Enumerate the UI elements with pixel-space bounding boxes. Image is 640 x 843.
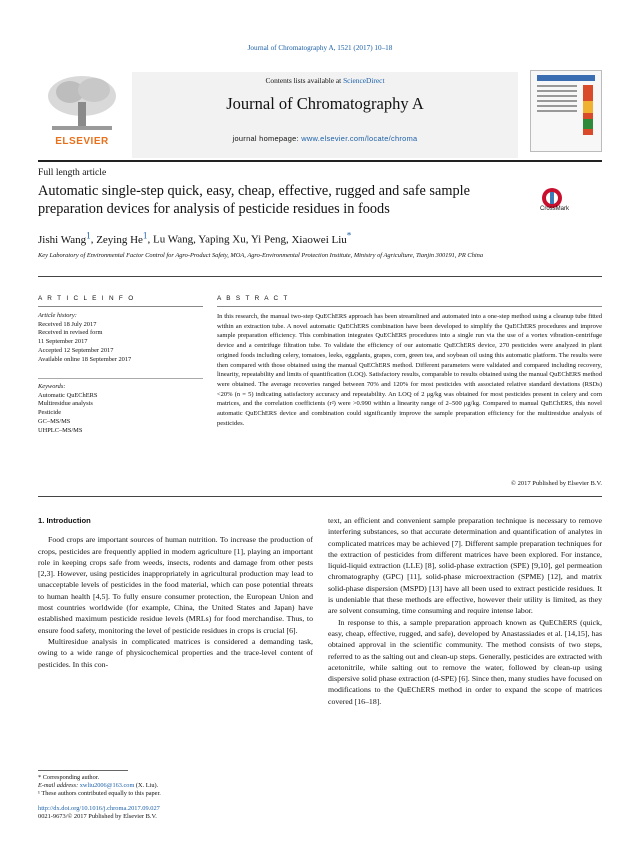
crossmark-label: CrossMark xyxy=(540,206,570,212)
journal-cover-thumbnail[interactable] xyxy=(530,70,602,152)
article-title: Automatic single-step quick, easy, cheap, effective, rugged and safe sample preparation devices for analysis of pesticide residues in foods xyxy=(38,183,470,217)
abstract-heading: A B S T R A C T xyxy=(217,295,290,302)
abstract-rule xyxy=(217,306,602,307)
author[interactable]: Jishi Wang$^1$ xyxy=(38,230,91,246)
author-list: Jishi Wang$^1$, Zeying He$^1$, Lu Wang, Yaping Xu, Yi Peng, Xiaowei Liu* xyxy=(38,230,352,246)
journal-homepage xyxy=(132,134,518,143)
article-info-heading: A R T I C L E I N F O xyxy=(38,295,135,302)
masthead-rule xyxy=(38,160,602,162)
author[interactable]: Yi Peng xyxy=(250,233,286,246)
contents-line xyxy=(132,76,518,85)
elsevier-tree-logo xyxy=(38,72,126,144)
body-rule xyxy=(38,496,602,497)
crossmark-badge[interactable] xyxy=(540,186,600,225)
paragraph: In response to this, a sample preparation approach known as QuEChERS (quick, easy, cheap, effective, rugged, and safe), developed by Anastassiades et al. [14,15], has obtained approval in the scientific community. The method consists of two steps, referred to as the salting out and clean-up steps. Generally, pesticides are extracted with acetonitrile, while salting out to remove the water, followed by clean-up using dispersive solid phase extraction (d-SPE) [6]. Since then, many studies have focused on modifications to the QuEChERS method in order to expand the scope of matrices covered [16–18]. xyxy=(328,617,602,706)
keyword: Pesticide xyxy=(38,409,62,417)
elsevier-wordmark: ELSEVIER xyxy=(55,136,109,147)
keywords xyxy=(38,383,203,435)
issn-line: 0021-9673/© 2017 Published by Elsevier B.V. xyxy=(38,813,157,821)
doi-block xyxy=(38,805,313,822)
history-item: Received 18 July 2017 xyxy=(38,320,97,328)
article-info-rule xyxy=(38,306,203,307)
author[interactable]: Zeying He$^1$ xyxy=(96,230,148,246)
history-label: Article history: xyxy=(38,312,77,319)
paragraph: text, an efficient and convenient sample preparation technique is necessary to remove interfering substances, so that accurate determination and quantification of analytes in complicated matrices may be achieved [7]. Different sample preparation techniques for the extraction of pesticides from different matrices have been explored. For instance, liquid-liquid extraction (LLE) [8], solid-phase extraction (SPE) [9,10], gel permeation chromatography (GPC) [11], solid-phase microextraction (SPME) [12], and matrix solid-phase dispersion (MSPD) [13] have all been used to extract pesticide residues. It is undeniable that these methods are effective, however their utility is limited, as they are solvent consuming, time consuming and require intense labor. xyxy=(328,516,602,616)
author[interactable]: Yaping Xu xyxy=(198,233,246,246)
doi-link[interactable]: http://dx.doi.org/10.1016/j.chroma.2017.09.027 xyxy=(38,805,160,812)
equal-contribution-note: ¹ These authors contributed equally to this paper. xyxy=(38,790,161,798)
email-note: E-mail address: xwliu2006@163.com (X. Liu). xyxy=(38,782,159,790)
abstract-text: In this research, the manual two-step QuEChERS approach has been streamlined and automated into a one-step method using a cleanup tube fitted within an extraction tube. A novel automatic QuEChERS combination have been developed to simplify the QuEChERS procedures and improve sample preparation efficiency. This combination integrates QuEChERS procedures into a single run via the use of a vortex vibration-centrifuge device and a centrifuge filtration tube. To validate the efficiency of our automatic QuEChERS device, 270 pesticides were analyzed in plant origined foods including celery, tomatoes, leeks, eggplants, grapes, corn, green tea, and soybean oil using this automatic platform. The results were then compared with those obtained using the manual QuEChERS method. Different parameters were validated and compared including recovery, linearity, repeatability and limits of quantification (LOQ). Satisfactory results, comparable to results obtained using the manual QuEChERS method were obtained. The average recoveries ranged between 70% and 120% for most pesticides with associated relative standard deviations (RSDs) <20% (n = 5) indicating satisfactory accuracy and repeatability. An LOQ of 2 μg/kg was obtained for most pesticides present in celery and corn matrices, and the correlation coefficients (r²) were >0.990 within a linearity range of 2–500 μg/kg. Compared to manual QuEChERS, this novel automatic QuEChERS device and combination could significantly improve the sample preparation efficiency for the multiresidue analysis of pesticides. xyxy=(217,313,602,427)
contents-prefix: Contents lists available at xyxy=(265,76,344,85)
footnotes xyxy=(38,774,313,799)
history-item: Received in revised form xyxy=(38,329,103,337)
history-item: Accepted 12 September 2017 xyxy=(38,346,114,354)
keyword: Automatic QuEChERS xyxy=(38,391,98,399)
history-item: 11 September 2017 xyxy=(38,338,88,346)
homepage-link[interactable]: www.elsevier.com/locate/chroma xyxy=(301,134,418,143)
keywords-rule xyxy=(38,378,203,379)
author[interactable]: Xiaowei Liu* xyxy=(291,230,352,246)
paragraph: Multiresidue analysis in complicated matrices is considered a demanding task, owing to a wide range of physicochemical properties and the trace-level content of pesticides. In this con- xyxy=(38,636,313,669)
author-email-link[interactable]: xwliu2006@163.com xyxy=(79,782,135,790)
author[interactable]: Lu Wang xyxy=(153,233,194,246)
affiliation: Key Laboratory of Environmental Factor Control for Agro-Product Safety, MOA, Agro-Environmental Protection Institute, Ministry of Agriculture, Tianjin 300191, PR China xyxy=(38,252,484,259)
body-column-right xyxy=(328,515,602,707)
keyword: Multiresidue analysis xyxy=(38,400,93,408)
article-type: Full length article xyxy=(38,167,107,178)
keyword: UHPLC–MS/MS xyxy=(38,426,83,434)
section-heading: 1. Introduction xyxy=(38,516,91,525)
footnote-rule xyxy=(38,770,128,771)
journal-reference[interactable]: Journal of Chromatography A, 1521 (2017) 10–18 xyxy=(247,44,393,52)
keywords-label: Keywords: xyxy=(38,383,66,390)
homepage-prefix: journal homepage: xyxy=(232,134,302,143)
history-item: Available online 18 September 2017 xyxy=(38,355,132,363)
header-rule xyxy=(38,276,602,277)
journal-title: Journal of Chromatography A xyxy=(226,94,424,113)
paragraph: Food crops are important sources of human nutrition. To increase the production of crops, pesticides are frequently applied in modern agriculture [1], playing an important role in keeping crops safe from weeds, insects, rodents and damage from other pests [2,3]. However, using pesticides inappropriately in agricultural production may lead to unacceptable levels of pesticides in the food material, which can pose potential threats to human health [4,5]. To fully ensure consumer protection, the European Union and most countries worldwide (for example, China, the United States and Japan) have established maximum pesticide residue levels (MRLs) for food merchandise. Thus, to ensure food safety, monitoring the level of pesticide residues in crops is crucial [6]. xyxy=(38,535,313,635)
sciencedirect-link[interactable]: ScienceDirect xyxy=(343,76,385,85)
abstract-copyright: © 2017 Published by Elsevier B.V. xyxy=(511,480,602,487)
corresponding-author-note: * Corresponding author. xyxy=(38,774,100,781)
body-column-left xyxy=(38,515,313,670)
article-history xyxy=(38,312,203,364)
keyword: GC–MS/MS xyxy=(38,417,71,425)
